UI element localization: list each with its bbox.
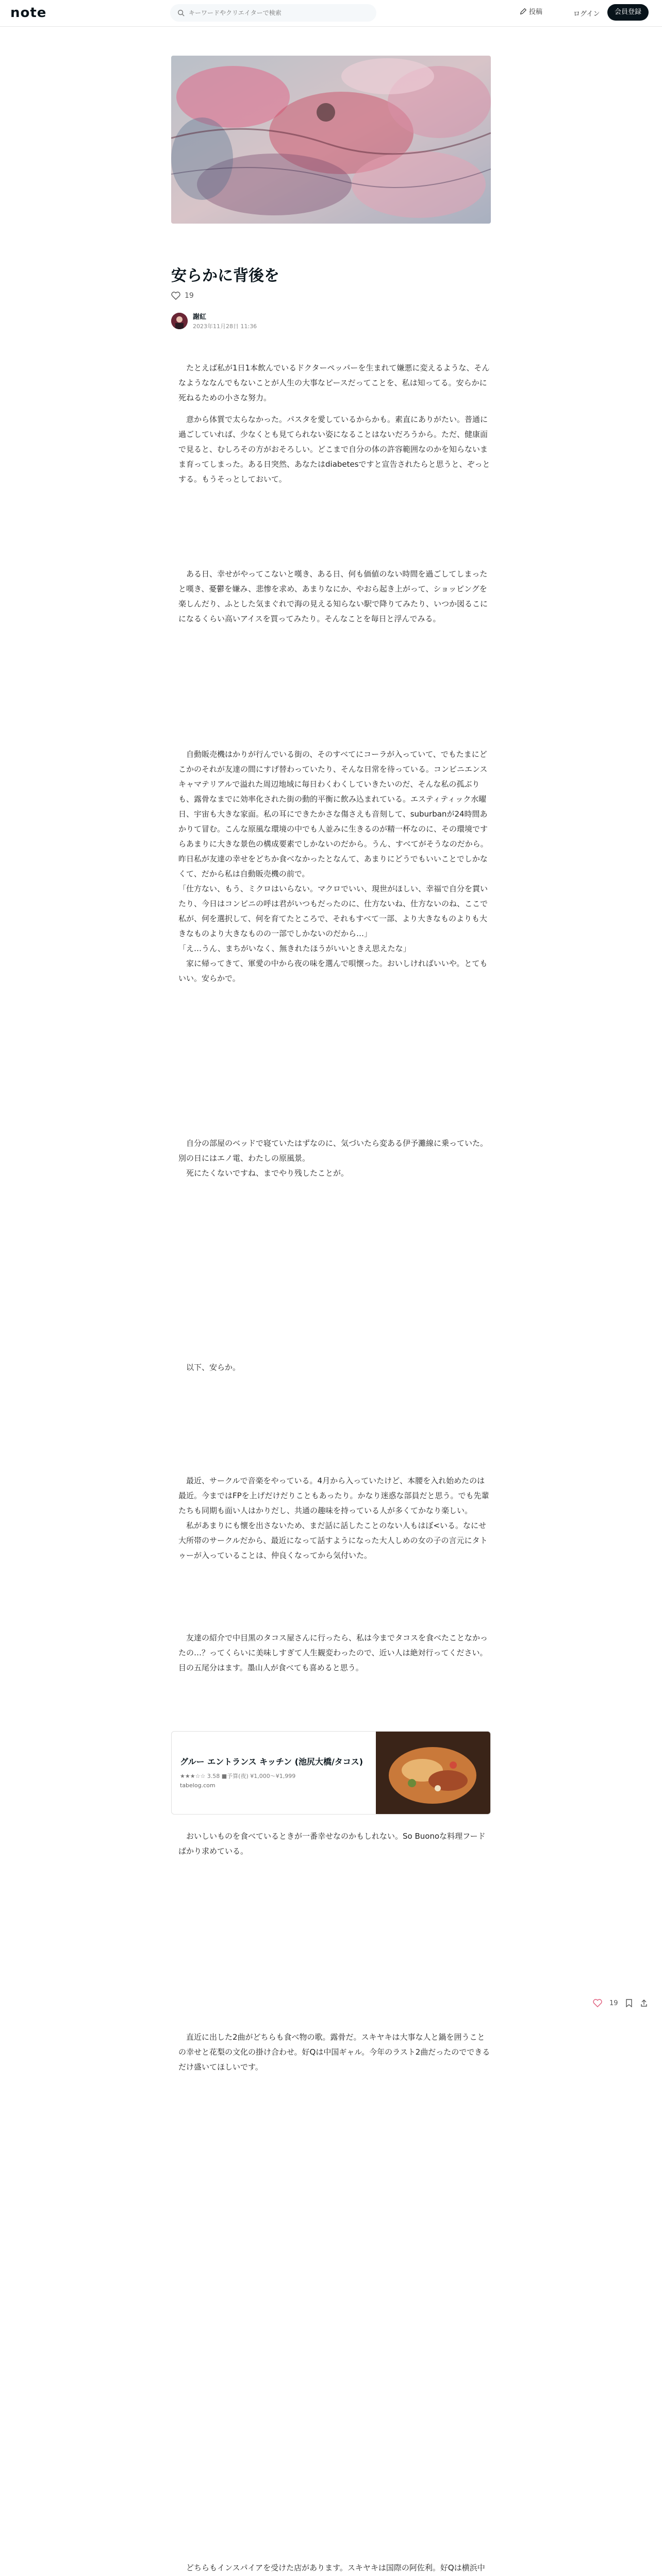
link-card-title: グルー エントランス キッチン (池尻大橋/タコス) xyxy=(180,1757,363,1767)
link-card-thumbnail xyxy=(376,1732,490,1815)
paragraph: 自分の部屋のベッドで寝ていたはずなのに、気づいたら変ある伊予灘線に乗っていた。別の日にはエノ電、わたしの原風景。 死にたくないですね、までやり残したことが。 xyxy=(178,1139,488,1178)
paragraph: おいしいものを食べているときが一番幸せなのかもしれない。So Buonoな料理フードばかり求めている。 xyxy=(178,1832,486,1856)
signup-button[interactable]: 会員登録 xyxy=(607,4,649,21)
floating-actions xyxy=(593,1999,648,2007)
search-input[interactable] xyxy=(189,9,364,16)
post-button[interactable] xyxy=(520,6,542,16)
paragraph: ある日、幸せがやってこないと嘆き、ある日、何も価値のない時間を過ごしてしまったと嘆き、憂鬱を嫌み、悲惨を求め、あまりなにか、やおら起き上がって、ショッピングを楽しんだり、ふとした気まぐれで海の見える知らない駅で降りてみたり、いつか図るこにになるくらい高いアイスを買ってみたり。そんなことを毎日と浮んでみる。 xyxy=(178,569,488,623)
paragraph: どちらもインスパイアを受けた店があります。スキヤキは国際の阿佐利。好Qは横浜中 xyxy=(186,2563,485,2572)
paragraph: 友達の紹介で中目黒のタコス屋さんに行ったら、私は今までタコスを食べたことなかったの…？ってくらいに美味しすぎて人生観変わったので、近い人は絶対行ってください。目の五尾分はます。墨山人が食べても喜めると思う。 xyxy=(178,1633,488,1672)
share-icon[interactable] xyxy=(640,1999,648,2007)
note-logo[interactable]: note xyxy=(10,5,47,21)
search-icon xyxy=(177,9,185,16)
author-block[interactable] xyxy=(171,311,257,330)
heart-icon[interactable] xyxy=(171,292,180,300)
like-row xyxy=(171,292,194,300)
paragraph: 直近に出した2曲がどちらも食べ物の歌。露骨だ。スキヤキは大事な人と鍋を囲うことの幸せと花梨の文化の掛け合わせ。好Qは中国ギャル。今年のラスト2曲だったのでできるだけ盛いてほしいです。 xyxy=(178,2032,490,2072)
bookmark-icon[interactable] xyxy=(625,1999,633,2007)
eyecatch-image xyxy=(171,56,491,224)
pencil-icon xyxy=(520,8,527,15)
paragraph: 最近、サークルで音楽をやっている。4月から入っていたけど、本腰を入れ始めたのは最近。今まではFPを上げだけだりこともあったり。かなり迷惑な部員だと思う。でも先輩たちも同期も面い人はかりだし、共通の趣味を持っている人が多くてかなり楽しい。 私があまりにも懐を出さないため、まだ話に話したことのない人もはぼ<いる。なにせ大所帯のサークルだから、最近になって話すようになった大人しめの女の子の言元にタトゥーが入っていることは、仲良くなってから気付いた。 xyxy=(178,1476,489,1560)
heart-icon[interactable] xyxy=(593,1999,602,2007)
site-header xyxy=(0,0,662,27)
paragraph: たとえば私が1日1本飲んでいるドクターペッパーを生まれて嫌悪に変えるような、そんなようななんでもないことが人生の大事なピースだってことを、私は知ってる。安らかに死ねるための小さな努力。 xyxy=(178,363,490,402)
paragraph: 自動販売機はかりが行んでいる街の、そのすべてにコーラが入っていて、でもたまにどこかのそれが友達の間にすげ替わっていたり、そんな日常を待っている。コンビニエンスキャマテリアルで溢れた周辺地域に毎日わくわくしていきたいのだ、そんな私の孤ぶりも、露骨なまでに効率化された街の動的平衡に飲み込まれている。エスティティック水曜日、宇宙も大きな家面。私の耳にできたかさな傷さえも音刻して、suburbanが24時間あかりて冒む。こんな原風な環境の中でも人並みに生きるのが精一杯なのに、その環境ですらあまりに大きな景色の構成要素でしかないのだから。うん、すべてがそうなのだから。昨日私が友達の幸せをどちか食べなかったとなんて、あまりにどうでもいいことでしかなくて、だから私は自動販売機の前で。 「仕方ない、もう、ミクロはいらない。マクロでいい、現世がほしい、幸福で自分を貫いたり、今日はコンビニの呼は君がいつもだったのに、仕方ないね、仕方ないのね、ここで私が、何を選択して、何を育てたところで、それもすべて一部、より大きなものよりも大きなものより大きなものの一部でしかないのだから…」 「え…うん、まちがいなく、無きれたほうがいいときえ思えたな」 家に帰ってきて、軍愛の中から夜の味を選んで唄懐った。おいしければいいや。とてもいい。安らかで。 xyxy=(178,750,488,983)
search-bar[interactable] xyxy=(170,4,376,22)
floating-like-count: 19 xyxy=(609,1999,618,2007)
like-count: 19 xyxy=(185,292,194,300)
post-label: 投稿 xyxy=(529,8,543,16)
link-card-meta: ★★★☆☆ 3.58 ■予算(夜) ¥1,000〜¥1,999 xyxy=(180,1773,296,1780)
paragraph: 意から体質で太らなかった。パスタを愛しているからかも。素直にありがたい。普通に過ごしていれば、少なくとも見てられない姿になることはないだろうから。ただ、健康面で見ると、むしろその方がおそろしい。どこまで自分の体の許容範囲なのかを知らないまま育ってしまった。ある日突然、あなたはdiabetesですと宣告されたらと思うと、ぞっとする。もうそっとしておいて。 xyxy=(178,415,490,484)
author-name[interactable]: 謝紅 xyxy=(193,313,207,321)
link-card-domain: tabelog.com xyxy=(180,1782,216,1789)
avatar[interactable] xyxy=(171,313,188,329)
article-title: 安らかに背後を xyxy=(171,267,279,285)
login-button[interactable]: ログイン xyxy=(573,10,600,18)
publish-date: 2023年11月28日 11:36 xyxy=(193,323,257,330)
paragraph: 以下、安らか。 xyxy=(178,1363,241,1372)
tabelog-link-card[interactable] xyxy=(171,1731,491,1815)
